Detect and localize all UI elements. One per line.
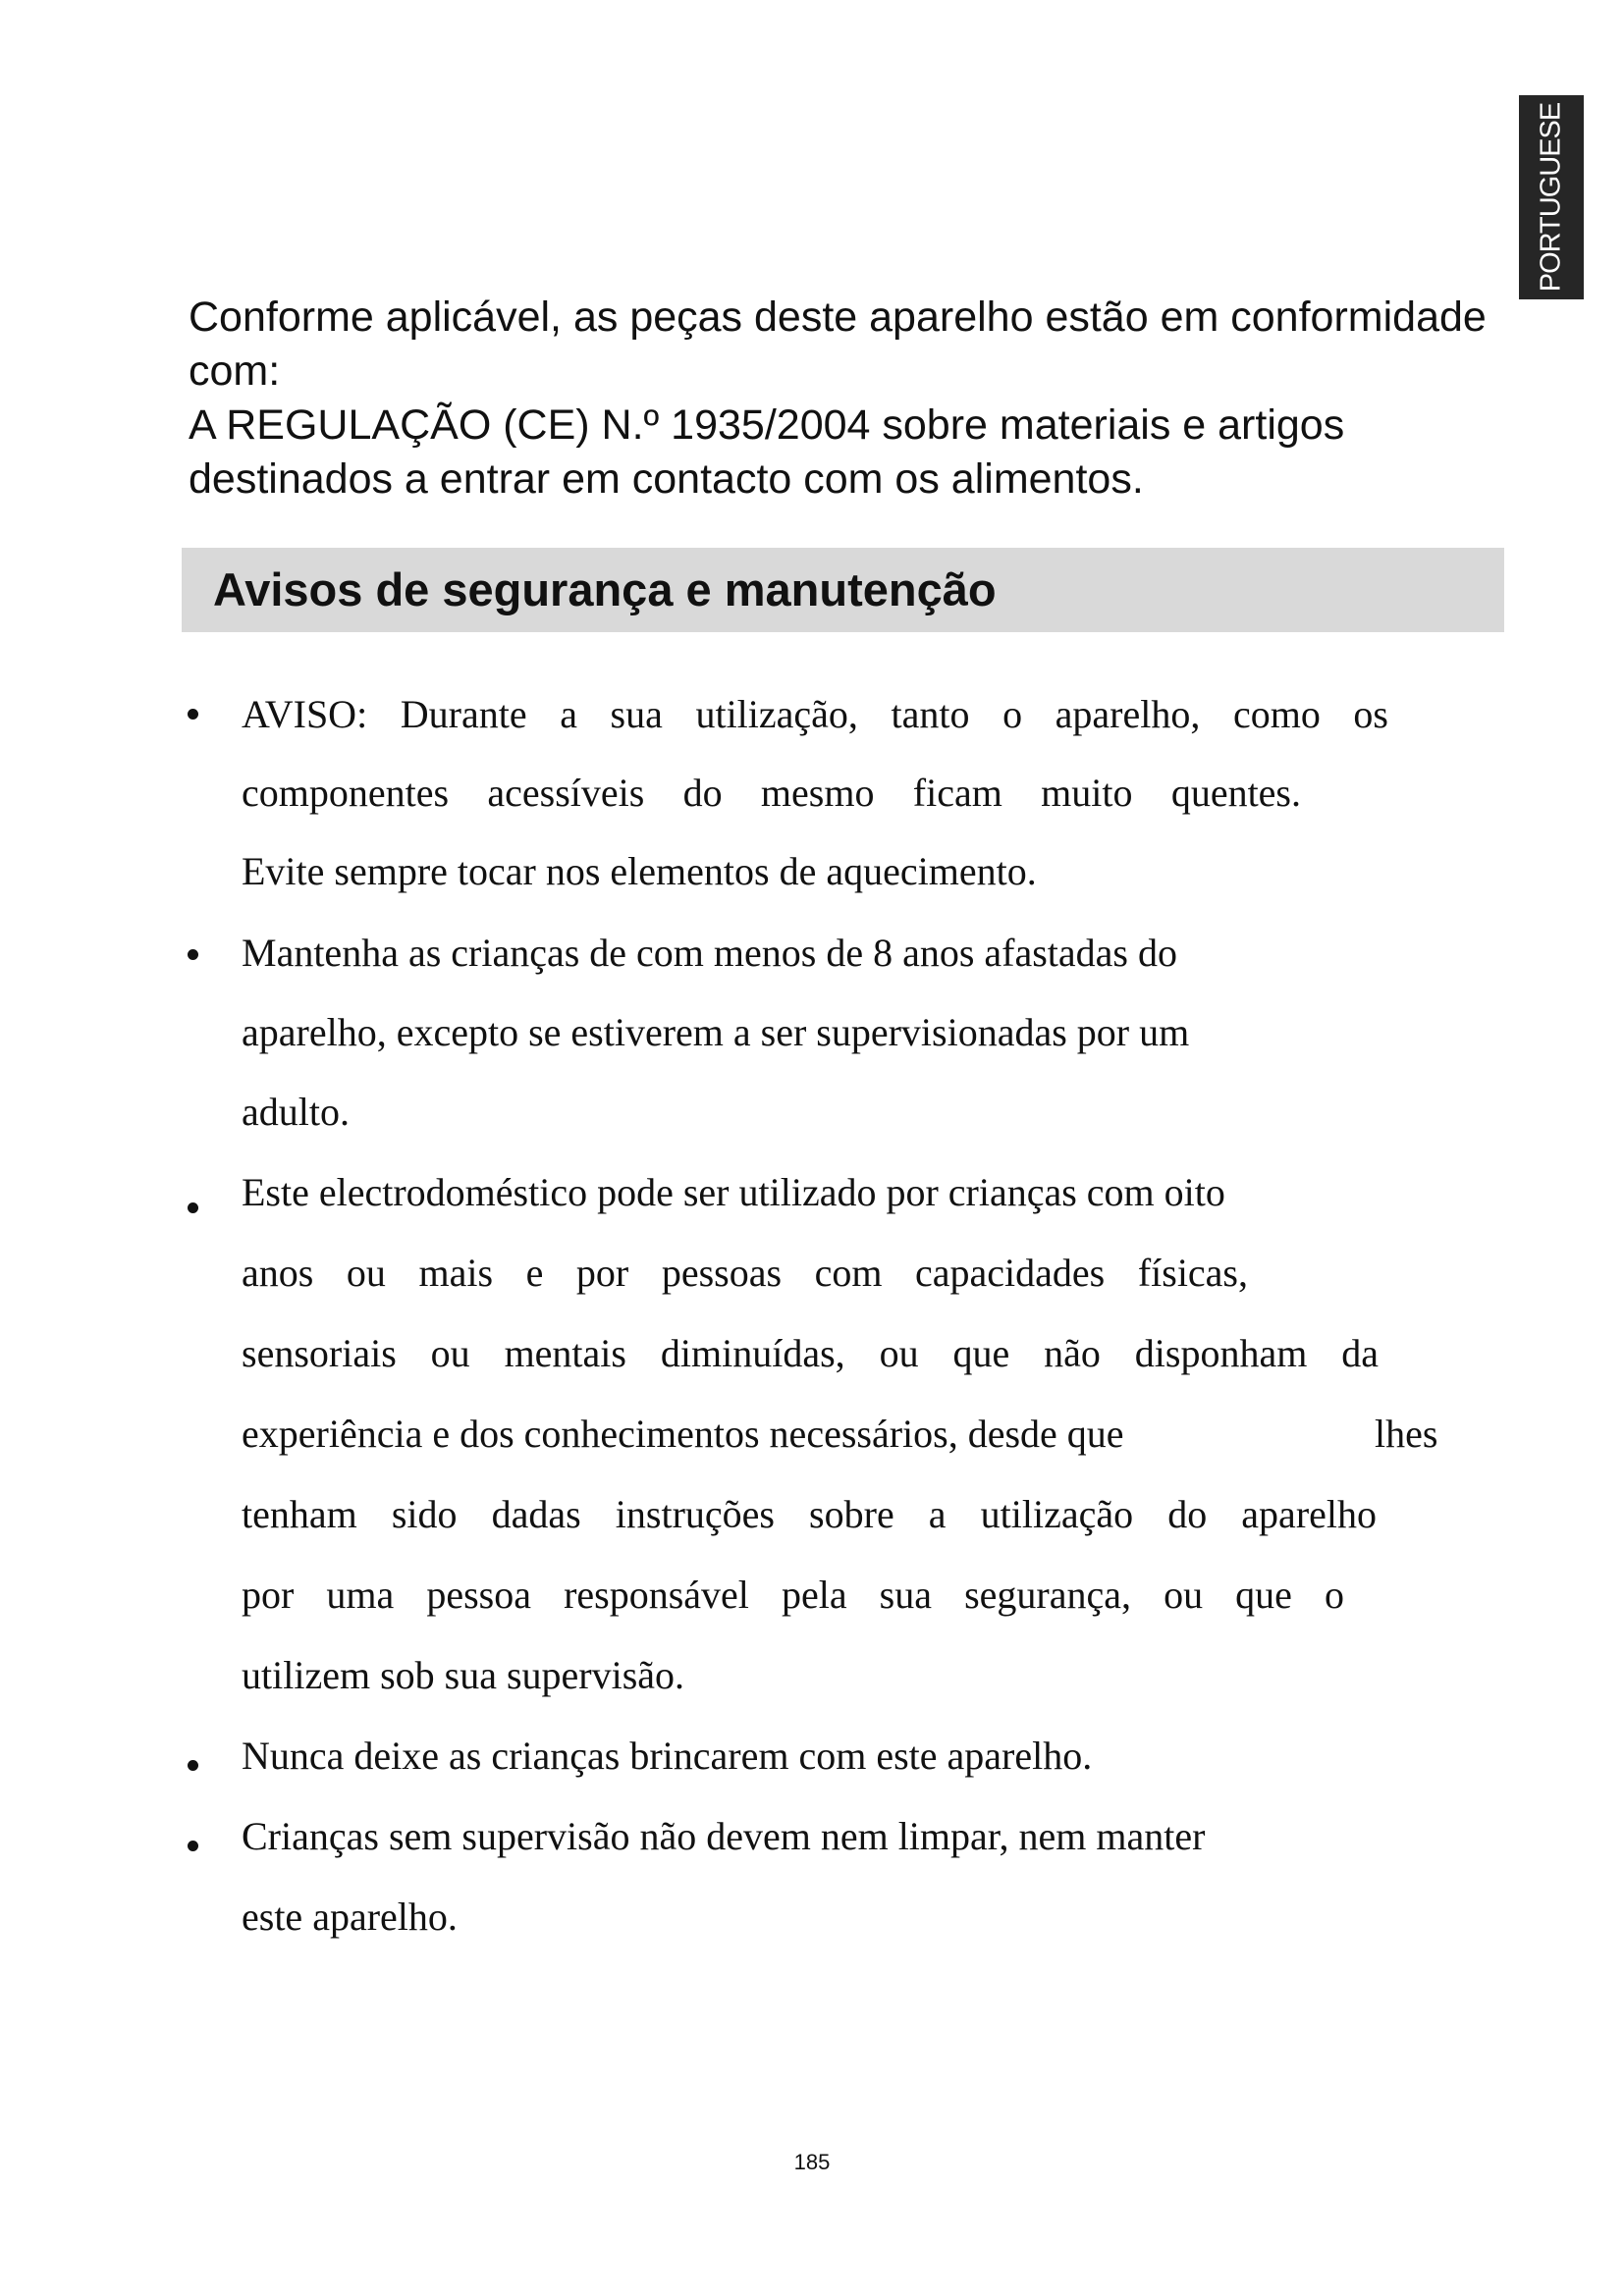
regulation-paragraph: A REGULAÇÃO (CE) N.º 1935/2004 sobre materiais e artigos destinados a entrar em contacto com os alimentos. [189,401,1345,503]
bullet-icon [188,1841,198,1851]
list-item-line: aparelho, excepto se estiverem a ser supervisionadas por um [242,1010,1190,1054]
list-item-line: Crianças sem supervisão não devem nem limpar, nem manter [242,1814,1206,1858]
list-item-line: lhes [1375,1412,1438,1456]
list-item-line: AVISO: Durante a sua utilização, tanto o aparelho, como os [242,692,1388,736]
bullet-icon [188,1760,198,1771]
list-item-line: utilizem sob sua supervisão. [242,1653,685,1697]
conformity-paragraph: Conforme aplicável, as peças deste aparelho estão em conformidade com: [189,294,1487,395]
language-tab-label: PORTUGUESE [1535,102,1567,293]
bullet-icon [188,709,198,720]
list-item-line: anos ou mais e por pessoas com capacidades físicas, [242,1251,1248,1295]
list-item-line: componentes acessíveis do mesmo ficam muito quentes. [242,771,1301,815]
bullet-icon [188,949,198,960]
section-title: Avisos de segurança e manutenção [213,563,997,615]
list-item-line: sensoriais ou mentais diminuídas, ou que não disponham da [242,1331,1379,1375]
list-item-line: Nunca deixe as crianças brincarem com este aparelho. [242,1734,1093,1778]
list-item-line: tenham sido dadas instruções sobre a utilização do aparelho [242,1492,1377,1536]
list-item-line: adulto. [242,1090,350,1134]
list-item-line: este aparelho. [242,1895,458,1939]
page-number: 185 [793,2150,831,2174]
bullet-icon [188,1202,198,1213]
list-item-line: Evite sempre tocar nos elementos de aquecimento. [242,849,1037,893]
list-item-line: experiência e dos conhecimentos necessários, desde que [242,1412,1124,1456]
list-item-line: Este electrodoméstico pode ser utilizado por crianças com oito [242,1170,1225,1214]
list-item-line: Mantenha as crianças de com menos de 8 anos afastadas do [242,931,1177,975]
list-item-line: por uma pessoa responsável pela sua segurança, ou que o [242,1573,1344,1617]
